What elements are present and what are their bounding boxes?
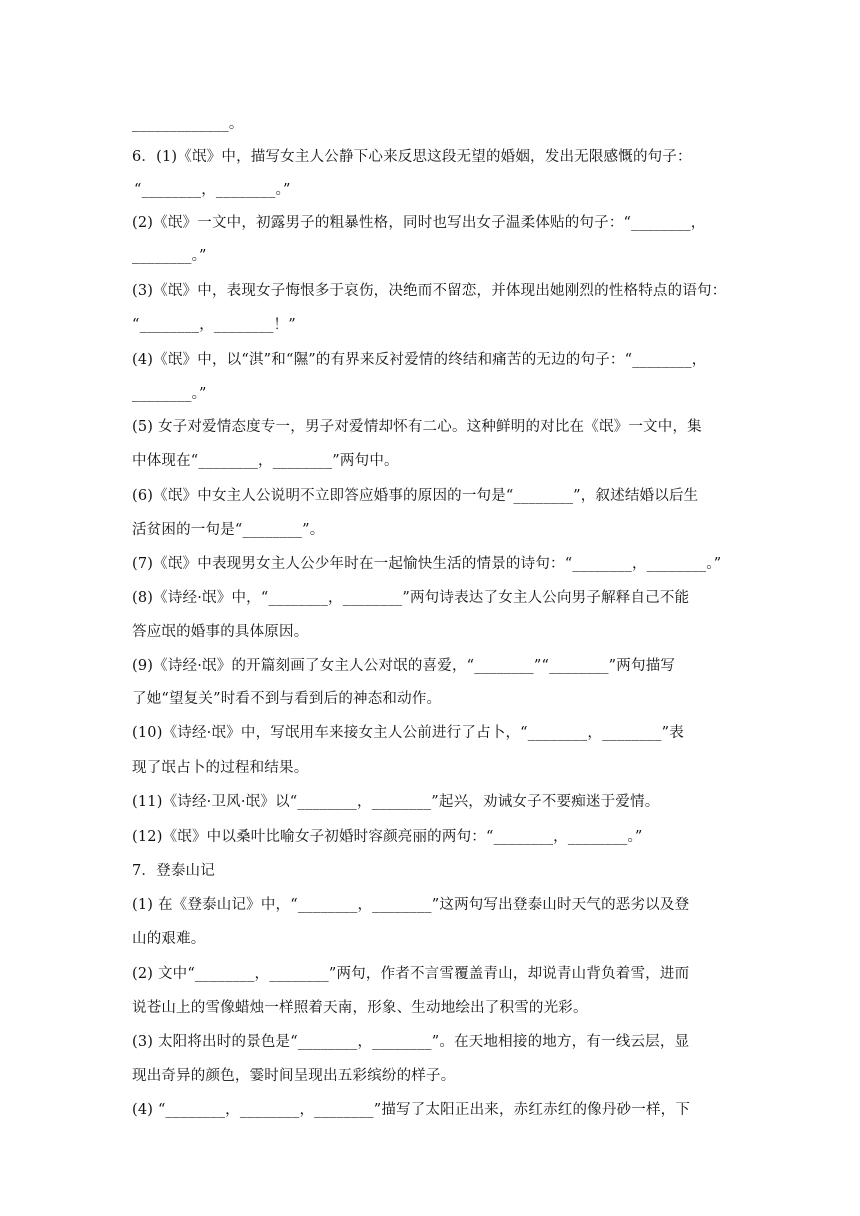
answer-line-blank: _____________。	[132, 116, 244, 132]
question-7-1-line-1: (1) 在《登泰山记》中，“________，________”这两句写出登泰山时天气的恶劣以及登	[132, 897, 690, 913]
question-6-3-stem: (3)《氓》中，表现女子悔恨多于哀伤，决绝而不留恋，并体现出她刚烈的性格特点的语句：	[132, 283, 727, 299]
question-6-8-line-2: 答应氓的婚事的具体原因。	[132, 624, 309, 640]
question-6-5-line-2: 中体现在“________，________”两句中。	[132, 453, 399, 469]
question-7-4-line-1: (4) “________，________，________”描写了太阳正出来，赤红赤红的像丹砂一样，下	[132, 1102, 691, 1118]
question-7-1-line-2: 山的艰难。	[132, 931, 206, 947]
section-7-heading: 7．登泰山记	[132, 863, 215, 879]
question-6-11: (11)《诗经·卫风·氓》以“________，________”起兴，劝诫女子不要痴迷于爱情。	[132, 794, 660, 810]
question-7-3-line-1: (3) 太阳将出时的景色是“________，________”。在天地相接的地方，有一线云层，显	[132, 1034, 690, 1050]
question-7-2-line-1: (2) 文中“________，________”两句，作者不言雪覆盖青山，却说青山背负着雪，进而	[132, 966, 690, 982]
question-7-3-line-2: 现出奇异的颜色，霎时间呈现出五彩缤纷的样子。	[132, 1068, 456, 1084]
question-6-1-stem: 6．(1)《氓》中，描写女主人公静下心来反思这段无望的婚姻，发出无限感慨的句子：	[132, 149, 692, 165]
question-6-10-line-1: (10)《诗经·氓》中，写氓用车来接女主人公前进行了占卜，“________，________”表	[132, 725, 684, 741]
question-6-7: (7)《氓》中表现男女主人公少年时在一起愉快生活的情景的诗句：“________，________。”	[132, 556, 722, 572]
question-7-2-line-2: 说苍山上的雪像蜡烛一样照着天南，形象、生动地绘出了积雪的光彩。	[132, 1000, 588, 1016]
question-6-2-answer: ________。”	[132, 248, 207, 264]
question-6-6-line-1: (6)《氓》中女主人公说明不立即答应婚事的原因的一句是“________”，叙述结婚以后生	[132, 488, 699, 504]
question-6-4-stem: (4)《氓》中，以“淇”和“隰”的有界来反衬爱情的终结和痛苦的无边的句子：“________，	[132, 352, 707, 368]
question-6-9-line-1: (9)《诗经·氓》的开篇刻画了女主人公对氓的喜爱，“________”“________”两句描写	[132, 658, 676, 674]
question-6-6-line-2: 活贫困的一句是“________”。	[132, 522, 325, 538]
question-6-9-line-2: 了她“望复关”时看不到与看到后的神态和动作。	[132, 691, 442, 707]
question-6-10-line-2: 现了氓占卜的过程和结果。	[132, 760, 309, 776]
question-6-3-answer: “________，________！”	[132, 317, 296, 333]
question-6-8-line-1: (8)《诗经·氓》中，“________，________”两句诗表达了女主人公向男子解释自己不能	[132, 590, 690, 606]
question-6-2-stem: (2)《氓》一文中，初露男子的粗暴性格，同时也写出女子温柔体贴的句子：“________，	[132, 215, 706, 231]
question-6-4-answer: ________。”	[132, 386, 207, 402]
question-6-1-answer: “________，________。”	[134, 182, 291, 198]
question-6-5-line-1: (5) 女子对爱情态度专一，男子对爱情却怀有二心。这种鲜明的对比在《氓》一文中，集	[132, 419, 702, 435]
question-6-12: (12)《氓》中以桑叶比喻女子初婚时容颜亮丽的两句：“________，________。”	[132, 829, 643, 845]
